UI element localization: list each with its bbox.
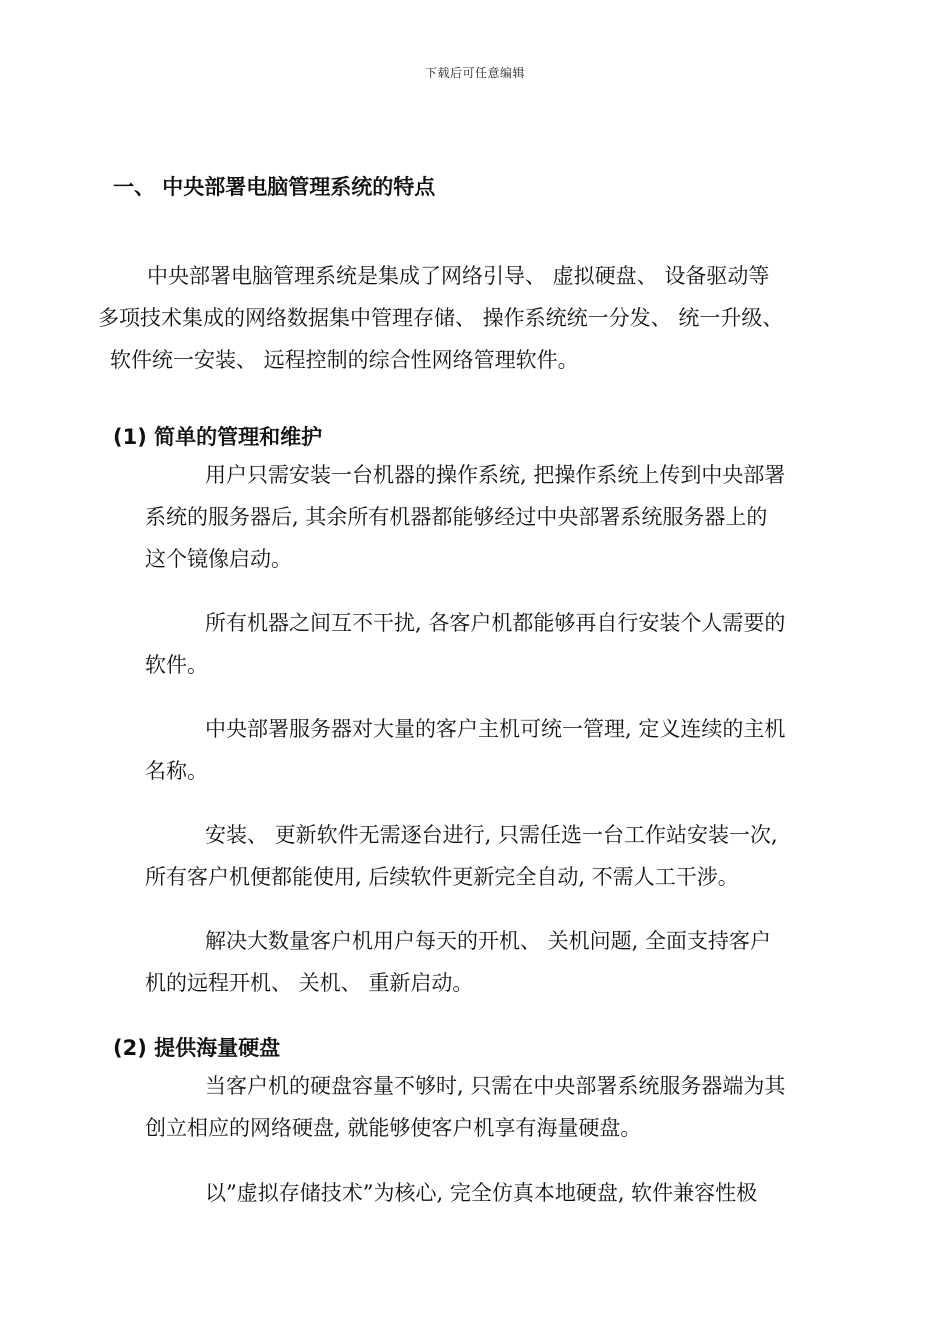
intro-line: 软件统一安装、 远程控制的综合性网络管理软件。 — [110, 348, 579, 372]
page-header-note: 下载后可任意编辑 — [424, 66, 525, 80]
paragraph-line: 安装、 更新软件无需逐台进行, 只需任选一台工作站安装一次, — [205, 823, 778, 847]
paragraph-line: 机的远程开机、 关机、 重新启动。 — [145, 971, 474, 995]
subsection-heading: (2) 提供海量硬盘 — [113, 1036, 281, 1060]
paragraph-line: 名称。 — [145, 759, 208, 783]
paragraph-line: 系统的服务器后, 其余所有机器都能够经过中央部署系统服务器上的 — [145, 505, 768, 529]
subsection-heading: (1) 简单的管理和维护 — [113, 425, 323, 449]
paragraph-line: 软件。 — [145, 653, 208, 677]
paragraph-line: 所有机器之间互不干扰, 各客户机都能够再自行安装个人需要的 — [205, 611, 786, 635]
paragraph-line: 所有客户机便都能使用, 后续软件更新完全自动, 不需人工干涉。 — [145, 865, 739, 889]
intro-line: 中央部署电脑管理系统是集成了网络引导、 虚拟硬盘、 设备驱动等 — [147, 264, 770, 288]
paragraph-line: 中央部署服务器对大量的客户主机可统一管理, 定义连续的主机 — [205, 717, 786, 741]
paragraph-line: 以”虚拟存储技术”为核心, 完全仿真本地硬盘, 软件兼容性极 — [205, 1181, 758, 1205]
paragraph-line: 创立相应的网络硬盘, 就能够使客户机享有海量硬盘。 — [145, 1116, 642, 1140]
section-heading: 一、 中央部署电脑管理系统的特点 — [113, 175, 436, 199]
paragraph-line: 这个镜像启动。 — [145, 547, 292, 571]
intro-line: 多项技术集成的网络数据集中管理存储、 操作系统统一分发、 统一升级、 — [98, 306, 784, 330]
paragraph-line: 当客户机的硬盘容量不够时, 只需在中央部署系统服务器端为其 — [205, 1074, 786, 1098]
paragraph-line: 用户只需安装一台机器的操作系统, 把操作系统上传到中央部署 — [205, 463, 786, 487]
paragraph-line: 解决大数量客户机用户每天的开机、 关机问题, 全面支持客户 — [205, 929, 772, 953]
